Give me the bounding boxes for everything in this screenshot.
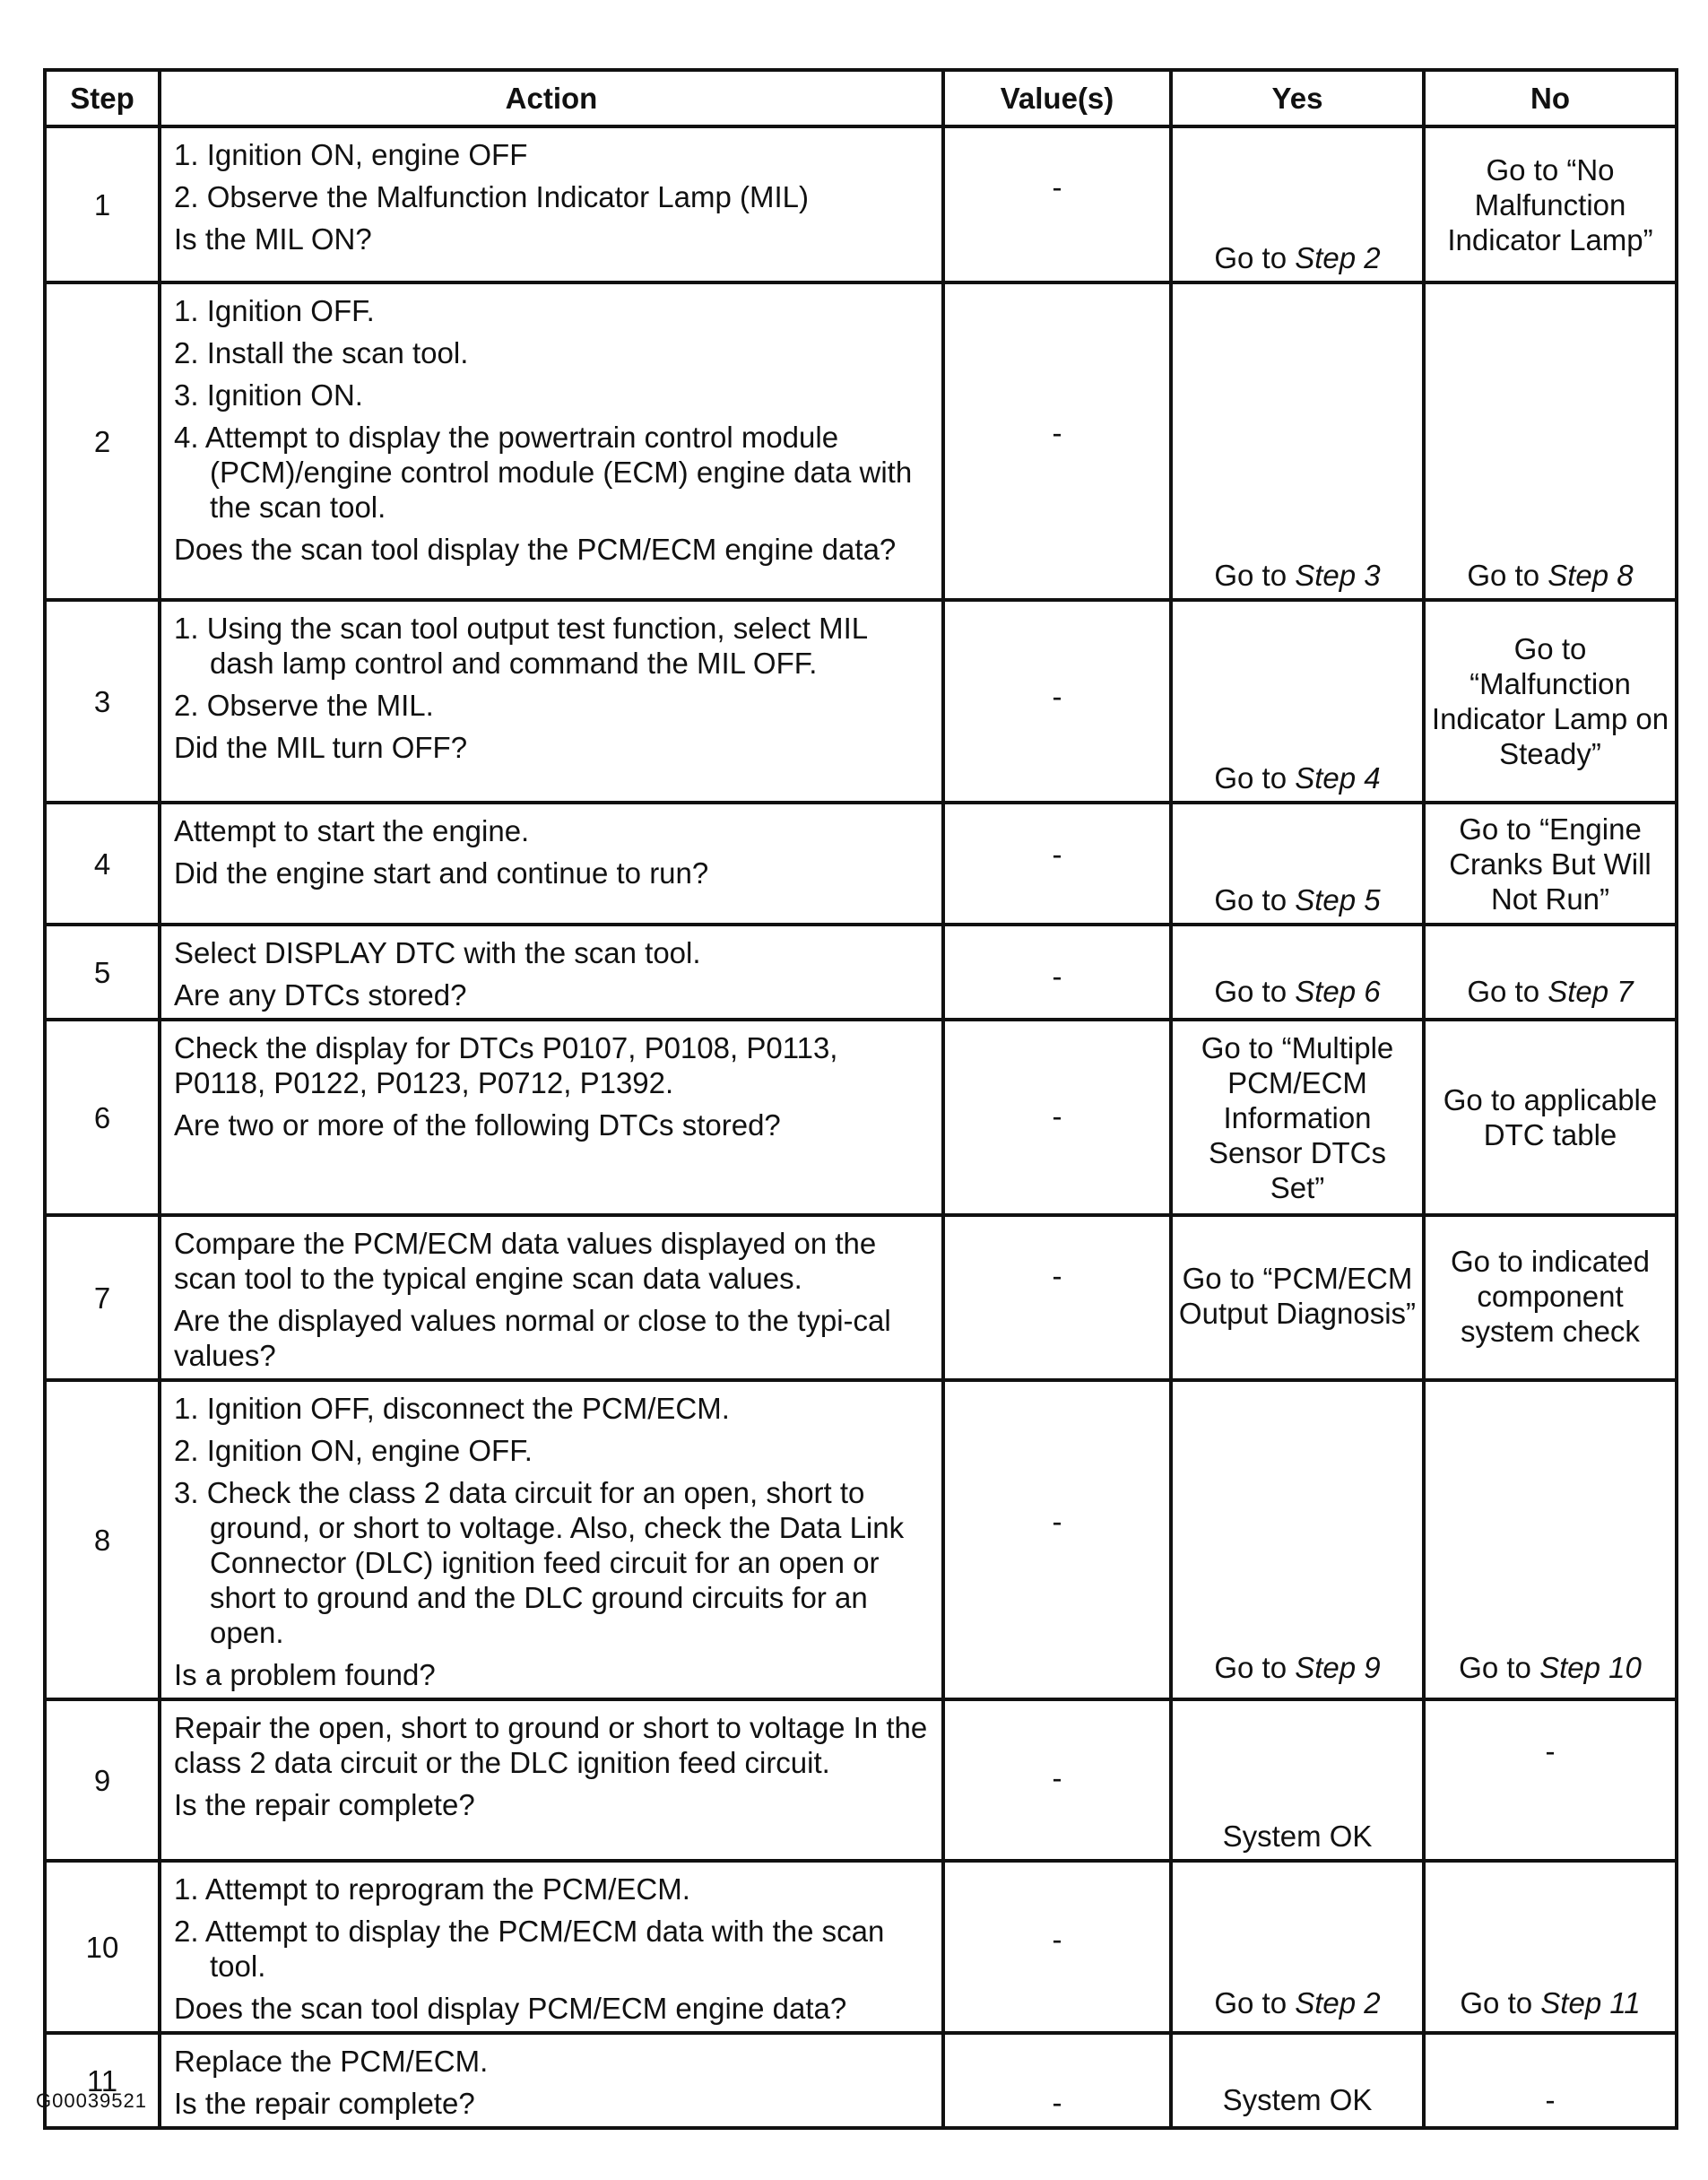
yes-cell	[1171, 925, 1424, 1020]
action-question: Are two or more of the following DTCs stored?	[174, 1108, 781, 1142]
yes-cell	[1171, 1215, 1424, 1380]
yes-step-link: Step 2	[1295, 241, 1381, 274]
table-row	[45, 803, 1677, 925]
value-text: -	[1052, 416, 1062, 449]
action-item: 1. Attempt to reprogram the PCM/ECM.	[174, 1872, 690, 1906]
yes-step-link: Step 3	[1295, 559, 1381, 592]
value-text: -	[1052, 838, 1062, 871]
no-text: Go to applicable DTC table	[1443, 1083, 1658, 1151]
table-row	[45, 1215, 1677, 1380]
action-item: Select DISPLAY DTC with the scan tool.	[174, 936, 701, 969]
yes-step-link: Step 4	[1295, 761, 1381, 795]
no-cell	[1424, 925, 1677, 1020]
no-text: Go to “Malfunction Indicator Lamp on Steady”	[1431, 632, 1669, 770]
figure-id: G00039521	[36, 2089, 147, 2112]
header-row	[45, 70, 1677, 126]
value-cell	[943, 1861, 1171, 2033]
action-question: Does the scan tool display PCM/ECM engine data?	[174, 1992, 847, 2025]
table-body	[45, 126, 1677, 2128]
yes-cell	[1171, 803, 1424, 925]
header-action: Action	[160, 70, 943, 126]
value-cell	[943, 126, 1171, 282]
step-number: 9	[45, 1699, 160, 1861]
yes-text: Go to	[1214, 1986, 1296, 2019]
no-text: -	[1545, 1734, 1556, 1767]
table-row	[45, 282, 1677, 600]
action-question: Does the scan tool display the PCM/ECM engine data?	[174, 533, 897, 566]
step-number: 2	[45, 282, 160, 600]
value-cell	[943, 1699, 1171, 1861]
no-cell	[1424, 1861, 1677, 2033]
yes-text: Go to	[1214, 883, 1296, 916]
value-text: -	[1052, 680, 1062, 713]
no-cell	[1424, 803, 1677, 925]
value-text: -	[1052, 1923, 1062, 1956]
no-step-link: Step 8	[1548, 559, 1634, 592]
step-number: 11	[45, 2033, 160, 2128]
action-cell	[160, 925, 943, 1020]
yes-cell	[1171, 1380, 1424, 1699]
value-cell	[943, 803, 1171, 925]
action-question: Is a problem found?	[174, 1658, 436, 1691]
no-text: -	[1545, 2083, 1556, 2116]
action-item: 2. Observe the MIL.	[174, 689, 434, 722]
action-question: Are any DTCs stored?	[174, 978, 467, 1012]
header-values: Value(s)	[943, 70, 1171, 126]
yes-step-link: Step 9	[1295, 1651, 1381, 1684]
yes-cell	[1171, 282, 1424, 600]
yes-cell	[1171, 2033, 1424, 2128]
action-question: Did the engine start and continue to run?	[174, 856, 709, 890]
action-item: Check the display for DTCs P0107, P0108, P0113, P0118, P0122, P0123, P0712, P1392.	[174, 1031, 838, 1099]
step-number: 8	[45, 1380, 160, 1699]
diagnostic-table	[43, 68, 1678, 2130]
action-question: Is the repair complete?	[174, 2087, 475, 2120]
action-cell	[160, 803, 943, 925]
action-item: Repair the open, short to ground or short to voltage In the class 2 data circuit or the DLC ignition feed circuit.	[174, 1711, 928, 1779]
step-number: 5	[45, 925, 160, 1020]
action-item: 1. Ignition OFF, disconnect the PCM/ECM.	[174, 1392, 730, 1425]
value-text: -	[1052, 2086, 1062, 2119]
no-cell	[1424, 1380, 1677, 1699]
no-cell	[1424, 1699, 1677, 1861]
no-step-link: Step 10	[1539, 1651, 1642, 1684]
no-text: Go to	[1459, 1651, 1540, 1684]
action-item: Replace the PCM/ECM.	[174, 2045, 489, 2078]
header-no: No	[1424, 70, 1677, 126]
yes-cell	[1171, 1861, 1424, 2033]
table-row	[45, 1699, 1677, 1861]
action-cell	[160, 2033, 943, 2128]
yes-text: Go to	[1214, 975, 1296, 1008]
action-item: 2. Attempt to display the PCM/ECM data with the scan tool.	[174, 1915, 885, 1983]
action-cell	[160, 1020, 943, 1215]
table-row	[45, 925, 1677, 1020]
value-text: -	[1052, 1505, 1062, 1538]
value-cell	[943, 1020, 1171, 1215]
step-number: 3	[45, 600, 160, 803]
value-cell	[943, 1215, 1171, 1380]
table-row	[45, 1861, 1677, 2033]
value-cell	[943, 600, 1171, 803]
value-cell	[943, 1380, 1171, 1699]
step-number: 6	[45, 1020, 160, 1215]
value-cell	[943, 2033, 1171, 2128]
no-cell	[1424, 1020, 1677, 1215]
yes-text: Go to	[1214, 559, 1296, 592]
yes-step-link: Step 6	[1295, 975, 1381, 1008]
action-cell	[160, 282, 943, 600]
table-row	[45, 2033, 1677, 2128]
action-cell	[160, 1699, 943, 1861]
yes-step-link: Step 5	[1295, 883, 1381, 916]
table-row	[45, 600, 1677, 803]
action-question: Is the repair complete?	[174, 1788, 475, 1821]
yes-step-link: Step 2	[1295, 1986, 1381, 2019]
value-text: -	[1052, 960, 1062, 993]
yes-cell	[1171, 600, 1424, 803]
step-number: 1	[45, 126, 160, 282]
yes-cell	[1171, 1020, 1424, 1215]
yes-text: Go to	[1214, 1651, 1296, 1684]
step-number: 4	[45, 803, 160, 925]
yes-text: Go to “Multiple PCM/ECM Information Sensor DTCs Set”	[1201, 1030, 1394, 1204]
yes-text: Go to	[1214, 241, 1296, 274]
header-yes: Yes	[1171, 70, 1424, 126]
value-text: -	[1052, 170, 1062, 204]
action-item: Attempt to start the engine.	[174, 814, 530, 847]
action-question: Is the MIL ON?	[174, 222, 372, 256]
yes-text: Go to	[1214, 761, 1296, 795]
no-text: Go to “Engine Cranks But Will Not Run”	[1449, 812, 1652, 916]
yes-cell	[1171, 126, 1424, 282]
value-cell	[943, 282, 1171, 600]
no-text: Go to	[1467, 559, 1548, 592]
yes-text: System OK	[1222, 2083, 1373, 2116]
value-text: -	[1052, 1099, 1062, 1133]
no-text: Go to	[1467, 975, 1548, 1008]
action-item: 4. Attempt to display the powertrain control module (PCM)/engine control module (ECM) engine data with the scan tool.	[174, 421, 913, 524]
action-item: 3. Ignition ON.	[174, 378, 363, 412]
no-step-link: Step 7	[1548, 975, 1634, 1008]
table-row	[45, 1020, 1677, 1215]
no-cell	[1424, 2033, 1677, 2128]
no-text: Go to	[1460, 1986, 1541, 2019]
header-step: Step	[45, 70, 160, 126]
yes-cell	[1171, 1699, 1424, 1861]
action-question: Are the displayed values normal or close to the typi-cal values?	[174, 1304, 891, 1372]
action-item: 2. Ignition ON, engine OFF.	[174, 1434, 533, 1467]
action-item: 1. Using the scan tool output test function, select MIL dash lamp control and command the MIL OFF.	[174, 612, 867, 680]
no-cell	[1424, 282, 1677, 600]
step-number: 10	[45, 1861, 160, 2033]
action-cell	[160, 1215, 943, 1380]
table-row	[45, 1380, 1677, 1699]
value-text: -	[1052, 1761, 1062, 1794]
no-cell	[1424, 126, 1677, 282]
action-item: 1. Ignition ON, engine OFF	[174, 138, 528, 171]
action-cell	[160, 126, 943, 282]
yes-text: Go to “PCM/ECM Output Diagnosis”	[1178, 1262, 1417, 1330]
table-row	[45, 126, 1677, 282]
action-question: Did the MIL turn OFF?	[174, 731, 468, 764]
action-cell	[160, 1380, 943, 1699]
action-item: 2. Observe the Malfunction Indicator Lamp (MIL)	[174, 180, 809, 213]
action-item: Compare the PCM/ECM data values displayed on the scan tool to the typical engine scan data values.	[174, 1227, 877, 1295]
step-number: 7	[45, 1215, 160, 1380]
action-item: 3. Check the class 2 data circuit for an open, short to ground, or short to voltage. Also, check the Data Link Connector (DLC) ignition feed circuit for an open or short to ground and the DLC ground circuits for an open.	[174, 1476, 905, 1649]
action-cell	[160, 1861, 943, 2033]
no-step-link: Step 11	[1540, 1986, 1641, 2019]
value-text: -	[1052, 1259, 1062, 1292]
yes-text: System OK	[1222, 1820, 1373, 1853]
action-cell	[160, 600, 943, 803]
no-text: Go to “No Malfunction Indicator Lamp”	[1447, 152, 1653, 256]
value-cell	[943, 925, 1171, 1020]
action-item: 2. Install the scan tool.	[174, 336, 469, 369]
no-text: Go to indicated component system check	[1451, 1244, 1650, 1348]
no-cell	[1424, 600, 1677, 803]
action-item: 1. Ignition OFF.	[174, 294, 375, 327]
no-cell	[1424, 1215, 1677, 1380]
